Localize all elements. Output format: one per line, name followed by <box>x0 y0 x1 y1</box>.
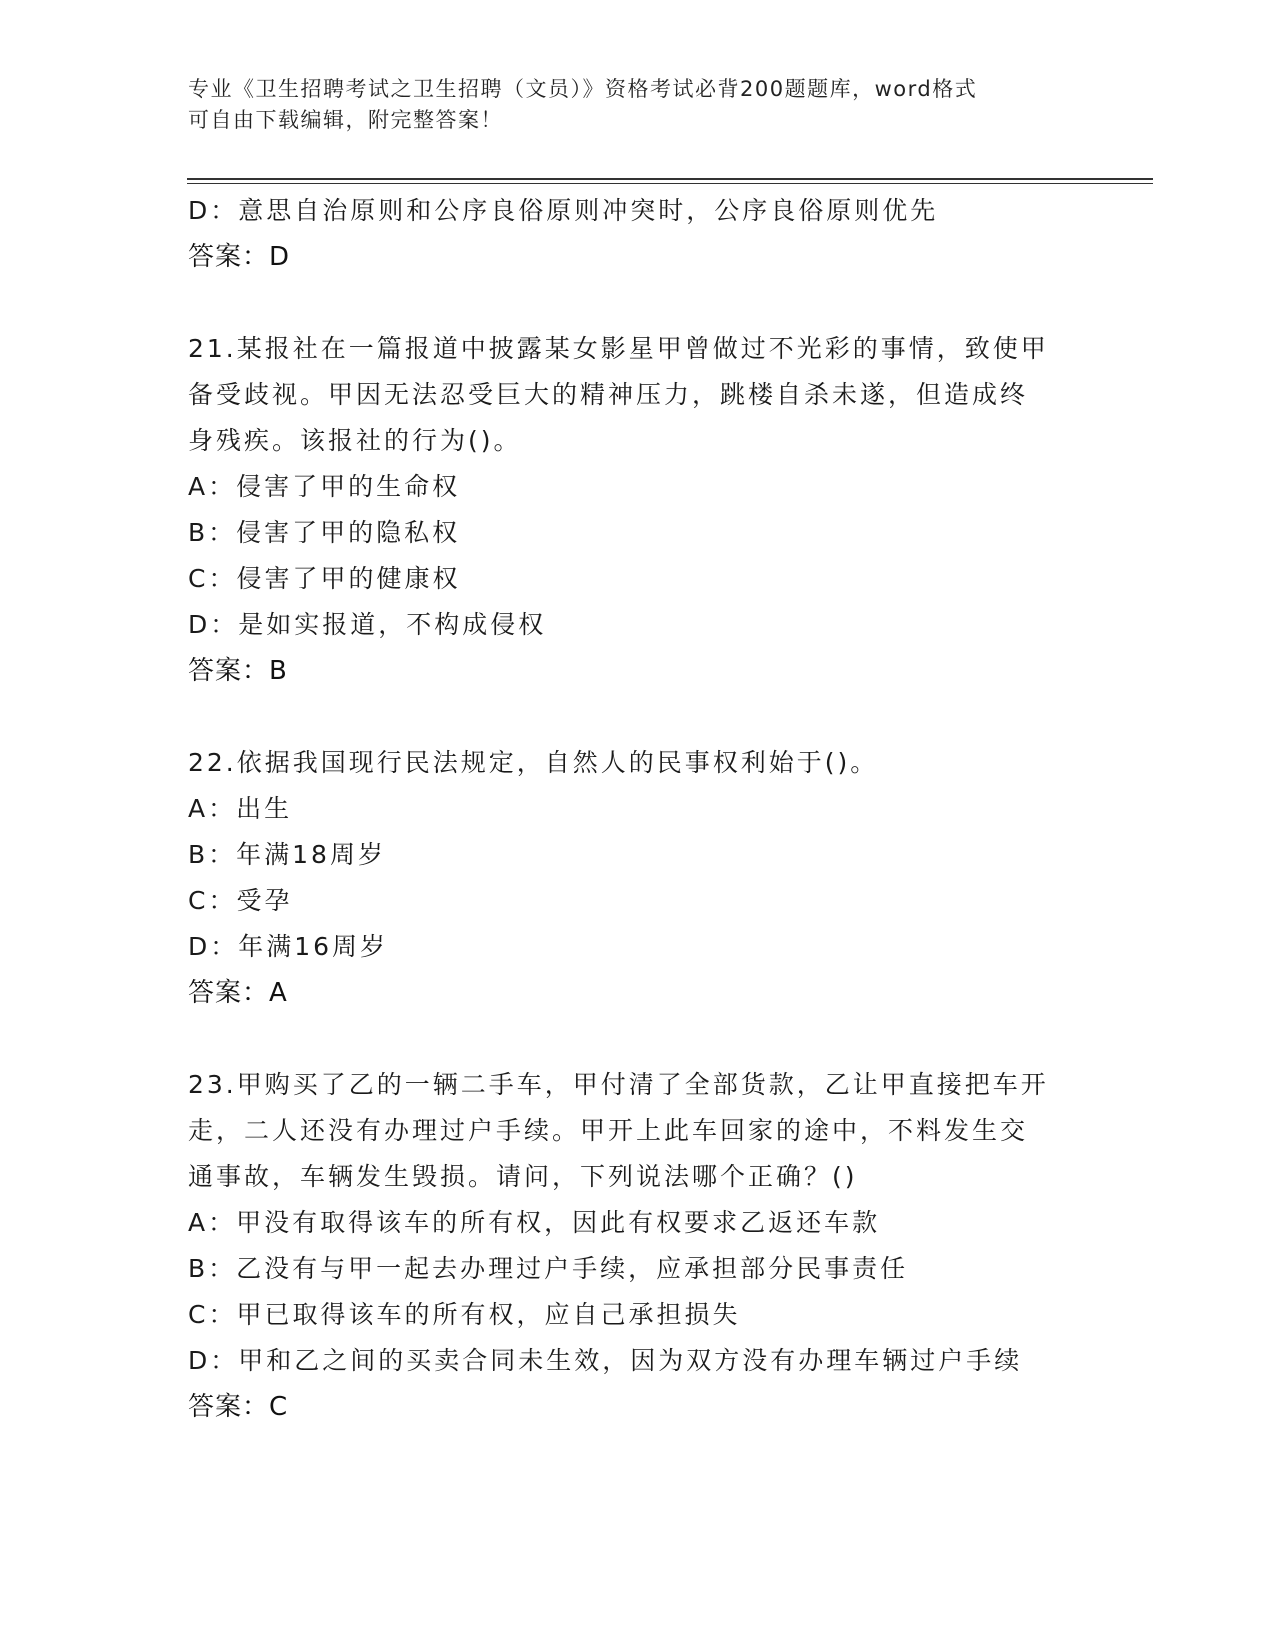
option-d: D：甲和乙之间的买卖合同未生效，因为双方没有办理车辆过户手续 <box>188 1346 1023 1375</box>
question-stem-line: 21.某报社在一篇报道中披露某女影星甲曾做过不光彩的事情，致使甲 <box>188 334 1049 363</box>
option-c: C：侵害了甲的健康权 <box>188 564 461 593</box>
question-21 <box>188 326 1088 694</box>
option-d: D：是如实报道，不构成侵权 <box>188 610 547 639</box>
option-d: D：年满16周岁 <box>188 932 389 961</box>
question-stem-line: 22.依据我国现行民法规定，自然人的民事权利始于()。 <box>188 748 879 777</box>
header-divider <box>187 178 1153 180</box>
answer-line: 答案：A <box>188 978 288 1008</box>
question-stem-line: 走，二人还没有办理过户手续。甲开上此车回家的途中，不料发生交 <box>188 1116 1029 1145</box>
option-b: B：乙没有与甲一起去办理过户手续，应承担部分民事责任 <box>188 1254 909 1283</box>
answer-line: 答案：D <box>188 242 291 272</box>
option-a: A：侵害了甲的生命权 <box>188 472 461 501</box>
spacer <box>188 1016 1088 1062</box>
option-d: D：意思自治原则和公序良俗原则冲突时，公序良俗原则优先 <box>188 196 939 225</box>
header-line-1: 专业《卫生招聘考试之卫生招聘（文员）》资格考试必背200题题库，word格式 <box>188 77 978 101</box>
header-divider-thin <box>187 183 1153 184</box>
question-content <box>188 188 1088 1430</box>
question-stem-line: 备受歧视。甲因无法忍受巨大的精神压力，跳楼自杀未遂，但造成终 <box>188 380 1029 409</box>
option-c: C：受孕 <box>188 886 293 915</box>
option-c: C：甲已取得该车的所有权，应自己承担损失 <box>188 1300 741 1329</box>
option-b: B：侵害了甲的隐私权 <box>188 518 461 547</box>
answer-line: 答案：B <box>188 656 288 686</box>
document-header <box>188 74 1068 136</box>
spacer <box>188 280 1088 326</box>
option-a: A：甲没有取得该车的所有权，因此有权要求乙返还车款 <box>188 1208 881 1237</box>
question-22 <box>188 740 1088 1016</box>
answer-line: 答案：C <box>188 1392 289 1422</box>
question-stem-line: 通事故，车辆发生毁损。请问，下列说法哪个正确？() <box>188 1162 858 1191</box>
option-b: B：年满18周岁 <box>188 840 386 869</box>
question-stem-line: 23.甲购买了乙的一辆二手车，甲付清了全部货款，乙让甲直接把车开 <box>188 1070 1049 1099</box>
option-a: A：出生 <box>188 794 293 823</box>
question-23 <box>188 1062 1088 1430</box>
header-line-2: 可自由下载编辑，附完整答案！ <box>188 108 503 132</box>
spacer <box>188 694 1088 740</box>
question-stem-line: 身残疾。该报社的行为()。 <box>188 426 522 455</box>
